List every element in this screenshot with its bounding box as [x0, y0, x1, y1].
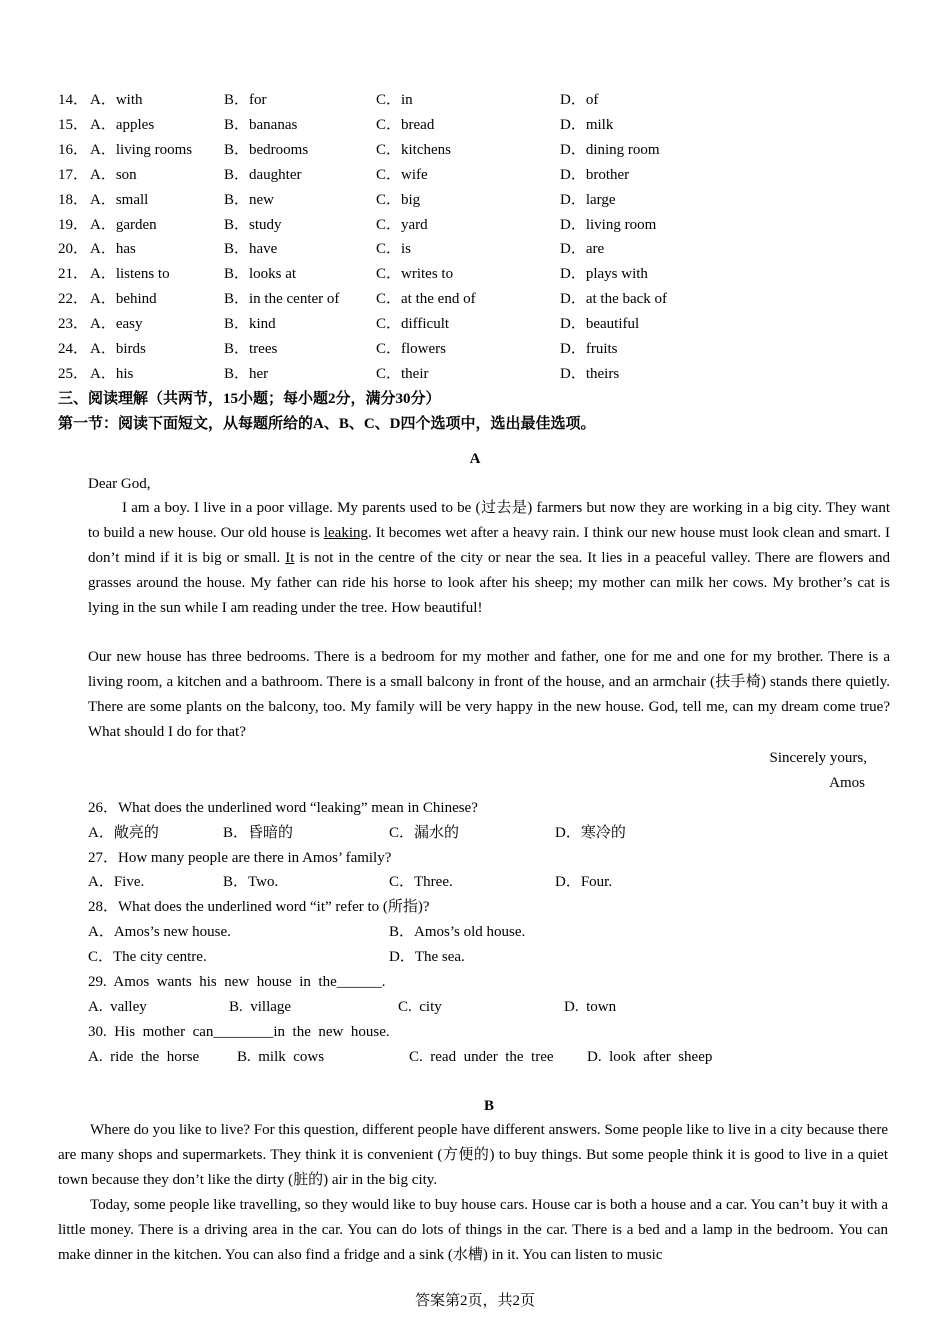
option-c: C．wife [376, 166, 428, 183]
question-number: 19． [58, 216, 89, 233]
option-d: D．寒冷的 [555, 825, 626, 841]
question-stem: 26．What does the underlined word “leaking” mean in Chinese? [88, 800, 478, 816]
question-number: 21． [58, 266, 89, 283]
option-c: C．difficult [376, 316, 450, 333]
underlined-word-leaking: leaking [323, 524, 368, 541]
question-number: 20． [58, 241, 89, 258]
option-a: A．apples [90, 116, 155, 133]
option-b: B．looks at [224, 266, 297, 283]
question-stem: 30. His mother can________in the new house. [88, 1024, 390, 1040]
question-stem: 29. Amos wants his new house in the______. [88, 974, 386, 990]
letter-signature: Amos [829, 775, 865, 791]
option-d: D．beautiful [560, 316, 640, 333]
option-c: C．is [376, 241, 412, 258]
option-c: C．big [376, 191, 421, 208]
question-stem: 27．How many people are there in Amos’ family? [88, 850, 392, 866]
option-b: B．new [224, 191, 274, 208]
letter-closing: Sincerely yours, [769, 750, 867, 766]
option-c: C．kitchens [376, 141, 451, 158]
option-c: C．their [376, 365, 429, 382]
option-b: B．have [224, 241, 278, 258]
section3-part1-instruction: 第一节：阅读下面短文，从每题所给的A、B、C、D四个选项中，选出最佳选项。 [58, 416, 596, 432]
question-number: 23． [58, 316, 89, 333]
option-a: A. valley [88, 999, 147, 1015]
question-number: 18． [58, 191, 89, 208]
question-number: 24． [58, 341, 89, 357]
page-footer: 答案第2页，共2页 [414, 1293, 535, 1309]
option-b: B．daughter [224, 166, 302, 183]
option-a: A．son [90, 166, 137, 183]
option-d: D. look after sheep [587, 1049, 713, 1065]
option-d: D．living room [560, 216, 657, 233]
option-a: A. ride the horse [88, 1049, 200, 1065]
option-c: C．Three. [389, 874, 453, 890]
passage-a-text: is not in the centre of the city or near the sea. It lies in a peaceful valley. There are flowers and grasses around the house. My father can ride his horse to look after his sheep; my mother can milk her cows. My brother’s cat is lying in the sun while I am reading under the tree. How beautiful! [88, 549, 891, 616]
option-b: B. village [229, 999, 292, 1015]
question-number: 14． [58, 92, 89, 108]
passage-b-paragraph-1: Where do you like to live? For this question, different people have different answers. Some people like to live in a city because there are many shops and supermarkets. They think it is convenient (方便的) to buy things. But some people think it is good to live in a quiet town because they don’t like the dirty (脏的) air in the big city. [58, 1122, 888, 1188]
question-number: 15． [58, 116, 89, 133]
question-number: 22． [58, 291, 89, 308]
option-b: B．kind [224, 316, 276, 333]
option-c: C. city [398, 999, 442, 1015]
option-b: B．昏暗的 [223, 825, 294, 841]
option-a: A．敞亮的 [88, 825, 159, 841]
option-d: D．dining room [560, 141, 660, 158]
question-number: 17． [58, 166, 89, 183]
option-b: B．for [224, 92, 267, 108]
passage-a-paragraph-1 [88, 496, 890, 621]
passage-b-paragraph-2: Today, some people like travelling, so they would like to buy house cars. House car is both a house and a car. You can’t buy it with a little money. There is a driving area in the car. You can do lots of things in the car. There is a bed and a lamp in the bedroom. You can make dinner in the kitchen. You can also find a fridge and a sink (水槽) in it. You can listen to music [58, 1197, 888, 1263]
question-stem: 28．What does the underlined word “it” refer to (所指)? [88, 899, 430, 915]
option-a: A．Five. [88, 874, 145, 890]
passage-a-label: A [469, 451, 481, 467]
option-d: D．brother [560, 166, 630, 183]
option-b: B．trees [224, 341, 278, 357]
option-a: A．easy [90, 316, 143, 333]
option-d: D．milk [560, 116, 614, 133]
option-b: B．her [224, 365, 269, 382]
option-c: C. read under the tree [409, 1049, 554, 1065]
option-c: C．bread [376, 116, 435, 133]
option-d: D．large [560, 191, 616, 208]
option-a: A．his [90, 365, 134, 382]
option-a: A．has [90, 241, 136, 258]
option-b: B．bananas [224, 116, 298, 133]
option-c: C．漏水的 [389, 825, 460, 841]
option-c: C．at the end of [376, 291, 476, 308]
option-b: B．in the center of [224, 291, 340, 308]
option-c: C．The city centre. [88, 949, 207, 965]
passage-b-label: B [484, 1098, 495, 1114]
option-a: A．birds [90, 341, 146, 357]
option-c: C．writes to [376, 266, 454, 283]
underlined-word-it: It [285, 549, 295, 566]
option-a: A．living rooms [90, 141, 193, 158]
option-b: B. milk cows [237, 1049, 325, 1065]
option-d: D．fruits [560, 341, 618, 357]
section3-heading: 三、阅读理解（共两节，15小题；每小题2分，满分30分） [58, 391, 441, 407]
passage-a-paragraph-2: Our new house has three bedrooms. There is a bedroom for my mother and father, one for me and one for my brother. There is a living room, a kitchen and a bathroom. There is a small balcony in front of the house, and an armchair (扶手椅) stands there quietly. There are some plants on the balcony, too. My family will be very happy in the new house. God, tell me, can my dream come true? What should I do for that? [88, 649, 890, 740]
option-b: B．Two. [223, 874, 279, 890]
option-d: D．at the back of [560, 291, 668, 308]
option-d: D. town [564, 999, 617, 1015]
passage-a-greeting: Dear God, [88, 476, 151, 492]
option-b: B．Amos’s old house. [389, 924, 526, 940]
option-d: D．The sea. [389, 949, 465, 965]
option-d: D．of [560, 92, 599, 108]
option-d: D．are [560, 241, 605, 258]
passage-a-text: I am a boy. I live in a poor village. My parents used to be (过去是) farmers but now they are working in a big city. They want to build a new house. Our old house is [88, 500, 890, 541]
option-d: D．Four. [555, 874, 613, 890]
passage-a-text: . It becomes wet after a heavy rain. I think our new house must look clean and smart. I don’t mind if it is big or small. [88, 524, 890, 566]
question-number: 25． [58, 365, 89, 382]
option-a: A．listens to [90, 266, 170, 283]
option-c: C．yard [376, 216, 428, 233]
option-a: A．behind [90, 291, 157, 308]
option-a: A．garden [90, 216, 157, 233]
option-a: A．small [90, 191, 149, 208]
option-c: C．flowers [376, 341, 446, 357]
option-d: D．plays with [560, 266, 648, 283]
option-a: A．with [90, 92, 143, 108]
option-d: D．theirs [560, 365, 620, 382]
option-b: B．bedrooms [224, 141, 309, 158]
question-number: 16． [58, 141, 89, 158]
option-c: C．in [376, 92, 413, 108]
option-b: B．study [224, 216, 282, 233]
option-a: A．Amos’s new house. [88, 924, 231, 940]
